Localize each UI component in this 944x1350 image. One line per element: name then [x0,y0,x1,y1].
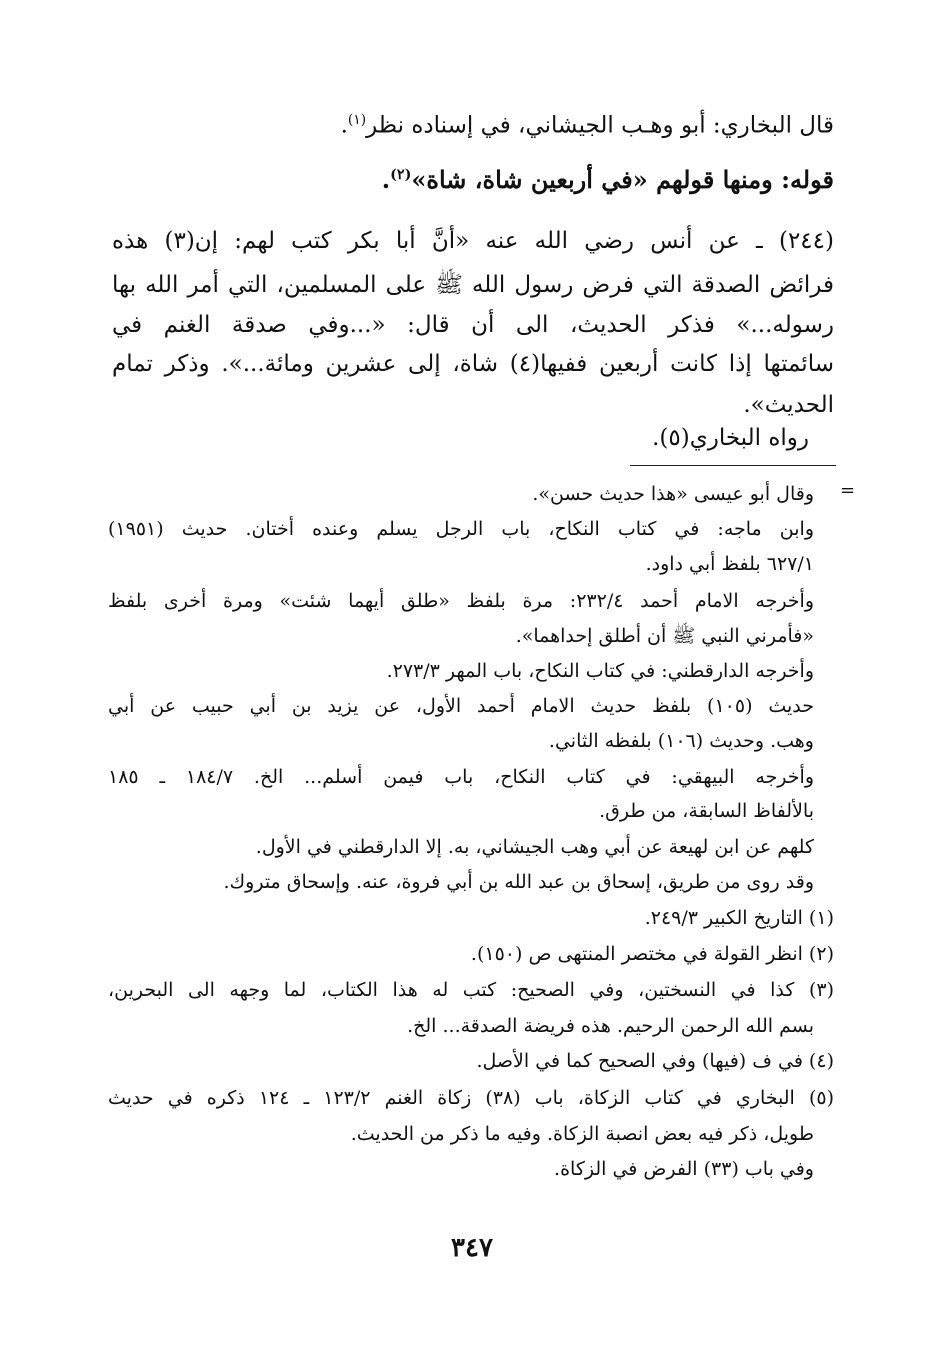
carryover-line-11: كلهم عن ابن لهيعة عن أبي وهب الجيشاني، به. إلا الدارقطني في الأول. [255,836,814,858]
note-ref-1: (١) [347,112,367,128]
carryover-line-2: وابن ماجه: في كتاب النكاح، باب الرجل يسلم وعنده أختان. حديث (١٩٥١) [108,518,814,540]
footnote-5: (٥) البخاري في كتاب الزكاة، باب (٣٨) زكاة الغنم ١٢٣/٢ ـ ١٢٤ ذكره في حديث [108,1087,834,1109]
carryover-line-7: حديث (١٠٥) بلفظ حديث الامام أحمد الأول، عن يزيد بن أبي حبيب عن أبي [108,695,814,717]
hadith-line-2: فرائض الصدقة التي فرض رسول الله ﷺ على المسلمين، التي أمر الله بها [112,272,834,298]
footnote-2: (٢) انظر القولة في مختصر المنتهى ص (١٥٠). [470,943,834,965]
carryover-line-6: وأخرجه الدارقطني: في كتاب النكاح، باب المهر ٢٧٣/٣. [386,660,814,682]
hadith-line-5: الحديث». [743,392,834,418]
carryover-line-3: ٦٢٧/١ بلفظ أبي داود. [645,553,814,575]
carryover-line-10: بالألفاظ السابقة، من طرق. [599,800,814,822]
carryover-line-8: وهب. وحديث (١٠٦) بلفظه الثاني. [548,730,814,752]
note-ref-2: (٢) [390,166,412,183]
hadith-line-3: رسوله...» فذكر الحديث، الى أن قال: «...وفي صدقة الغنم في [112,312,834,338]
section-heading: قوله: ومنها قولهم «في أربعين شاة، شاة»$^{(٢)}$. [381,165,834,194]
footnote-3-cont: بسم الله الرحمن الرحيم. هذه فريضة الصدقة... الخ. [407,1015,814,1037]
footnote-4: (٤) في ف (فيها) وفي الصحيح كما في الأصل. [476,1050,834,1072]
bukhari-statement: قال البخاري: أبو وهـب الجيشاني، في إسناده نظر$^{(١)}$. [340,112,834,139]
hadith-line-1: (٢٤٤) ـ عن أنس رضي الله عنه «أنَّ أبا بكر كتب لهم: إن(٣) هذه [112,228,834,254]
footnote-5-cont-2: وفي باب (٣٣) الفرض في الزكاة. [554,1158,814,1180]
footnote-1: (١) التاريخ الكبير ٢٤٩/٣. [644,907,834,929]
carryover-line-9: وأخرجه البيهقي: في كتاب النكاح، باب فيمن أسلم... الخ. ١٨٤/٧ ـ ١٨٥ [108,766,814,788]
carryover-line-1: وقال أبو عيسى «هذا حديث حسن». [532,483,814,505]
footnote-3: (٣) كذا في النسختين، وفي الصحيح: كتب له هذا الكتاب، لما وجهه الى البحرين، [108,979,834,1001]
carryover-line-4: وأخرجه الامام أحمد ٢٣٢/٤: مرة بلفظ «طلق أيهما شئت» ومرة أخرى بلفظ [108,590,814,612]
carryover-line-12: وقد روى من طريق، إسحاق بن عبد الله بن أبي فروة، عنه. وإسحاق متروك. [223,871,814,893]
page-number: ٣٤٧ [451,1233,493,1263]
hadith-line-4: سائمتها إذا كانت أربعين ففيها(٤) شاة، إلى عشرين ومائة...». وذكر تمام [112,351,834,377]
carryover-line-5: «فأمرني النبي ﷺ أن أطلق إحداهما». [515,625,814,647]
carryover-mark: = [840,480,856,501]
footnote-5-cont: طويل، ذكر فيه بعض انصبة الزكاة. وفيه ما ذكر من الحديث. [350,1123,814,1145]
footnote-separator [630,465,836,466]
narrated-by: رواه البخاري(٥). [652,425,809,451]
